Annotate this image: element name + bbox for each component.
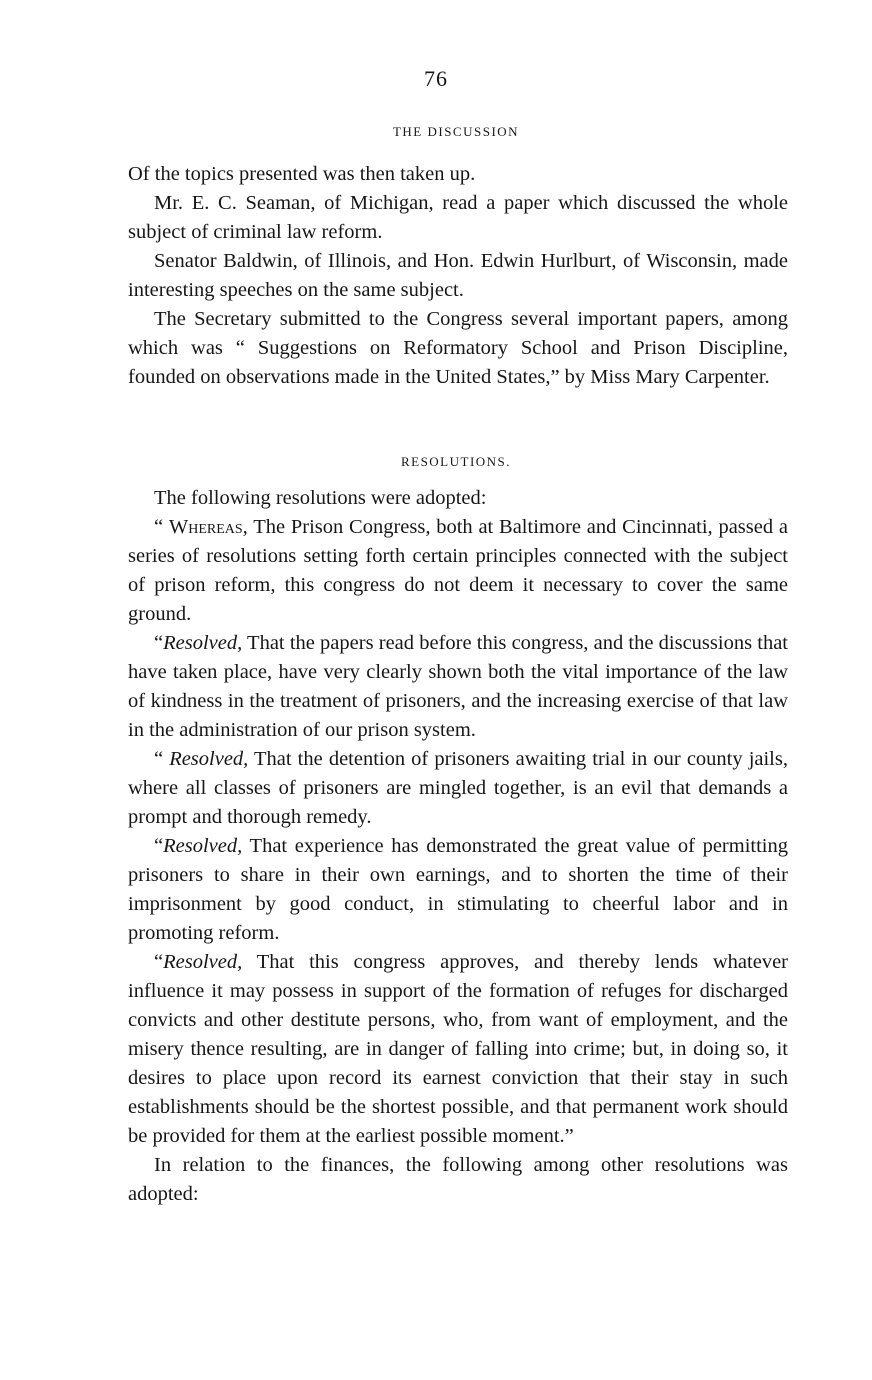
resolution-text: That experience has demonstrated the great value of permitting prisoners to share in their own earnings, and to shorten the time of their imprisonment by good conduct, in stimulating to cheerful labor and in promoting reform. <box>128 835 788 944</box>
discussion-text-block <box>128 160 788 392</box>
open-quote: “ <box>154 748 170 770</box>
paragraph-resolution-4 <box>128 948 788 1151</box>
open-quote: “ <box>154 951 164 973</box>
section-heading-resolutions: RESOLUTIONS. <box>400 454 512 469</box>
whereas-lead-word: Whereas, <box>168 516 248 538</box>
paragraph-secretary: The Secretary submitted to the Congress several important papers, among which was “ Suggestions on Reformatory School and Prison Discipline, founded on observations made in the United States,” by Miss Mary Carpenter. <box>128 308 788 388</box>
paragraph-topics: Of the topics presented was then taken up. <box>128 163 476 185</box>
paragraph-whereas <box>128 513 788 629</box>
resolution-text: That this congress approves, and thereby lends whatever influence it may possess in support of the formation of refuges for discharged convicts and other destitute persons, who, from want of employment, and the misery thence resulting, are in danger of falling into crime; but, in doing so, it desires to place upon record its earnest conviction that their stay in such establishments should be the shortest possible, and that permanent work should be provided for them at the earliest possible moment.” <box>128 951 788 1147</box>
whereas-text: The Prison Congress, both at Baltimore and Cincinnati, passed a series of resolutions setting forth certain principles connected with the subject of prison reform, this congress do not deem it necessary to cover the same ground. <box>128 516 788 625</box>
resolved-lead-word: Resolved, <box>163 951 243 973</box>
paragraph-resolutions-intro: The following resolutions were adopted: <box>154 487 487 509</box>
resolutions-text-block <box>128 484 788 1209</box>
open-quote: “ <box>154 632 164 654</box>
resolved-lead-word: Resolved, <box>169 748 249 770</box>
paragraph-resolution-1 <box>128 629 788 745</box>
paragraph-seaman: Mr. E. C. Seaman, of Michigan, read a paper which discussed the whole subject of criminal law reform. <box>128 192 788 243</box>
resolution-text: That the detention of prisoners awaiting trial in our county jails, where all classes of prisoners are mingled together, is an evil that demands a prompt and thorough remedy. <box>128 748 788 828</box>
paragraph-finances: In relation to the finances, the following among other resolutions was adopted: <box>128 1154 788 1205</box>
resolved-lead-word: Resolved, <box>163 835 243 857</box>
resolved-lead-word: Resolved, <box>163 632 243 654</box>
open-quote: “ <box>154 835 164 857</box>
open-quote: “ <box>154 516 169 538</box>
resolution-text: That the papers read before this congress, and the discussions that have taken place, have very clearly shown both the vital importance of the law of kindness in the treatment of prisoners, and the increasing exercise of that law in the administration of our prison system. <box>128 632 788 741</box>
paragraph-baldwin: Senator Baldwin, of Illinois, and Hon. Edwin Hurlburt, of Wisconsin, made interesting speeches on the same subject. <box>128 250 788 301</box>
paragraph-resolution-3 <box>128 832 788 948</box>
page-number: 76 <box>424 66 448 91</box>
paragraph-resolution-2 <box>128 745 788 832</box>
section-heading-discussion: THE DISCUSSION <box>392 124 520 139</box>
